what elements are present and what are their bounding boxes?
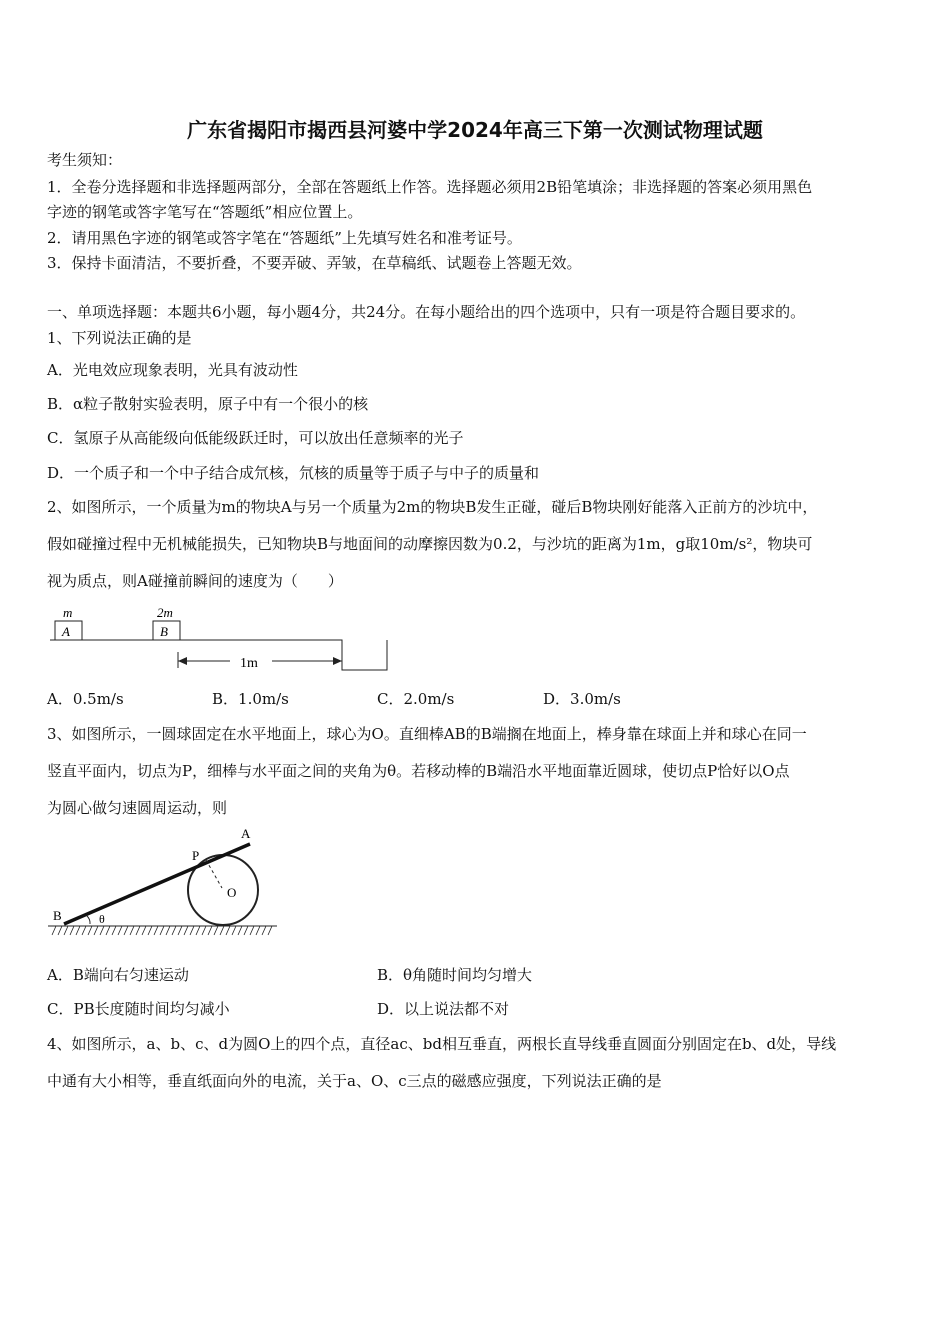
q2-label-2m: 2m bbox=[157, 605, 173, 620]
q3-option-d: D．以上说法都不对 bbox=[377, 1000, 510, 1018]
notice-heading: 考生须知： bbox=[47, 151, 123, 169]
theta-arc bbox=[87, 916, 90, 924]
arrowhead-left bbox=[178, 657, 187, 665]
rod-ab bbox=[64, 844, 250, 924]
q1-option-c: C．氢原子从高能级向低能级跃迁时，可以放出任意频率的光子 bbox=[47, 429, 464, 447]
notice-line-1: 1．全卷分选择题和非选择题两部分，全部在答题纸上作答。选择题必须用2B铅笔填涂；非选择题的答案必须用黑色 bbox=[47, 178, 813, 196]
q1-option-b: B．α粒子散射实验表明，原子中有一个很小的核 bbox=[47, 395, 369, 413]
q2-stem-line-1: 2、如图所示，一个质量为m的物块A与另一个质量为2m的物块B发生正碰，碰后B物块刚好能落入正前方的沙坑中， bbox=[47, 498, 818, 516]
q2-distance-label: 1m bbox=[240, 656, 258, 671]
q3-label-a: A bbox=[241, 826, 251, 841]
q3-label-p: P bbox=[192, 848, 200, 863]
radius-op bbox=[206, 860, 222, 888]
q3-label-theta: θ bbox=[99, 912, 105, 926]
q3-stem-line-1: 3、如图所示，一圆球固定在水平地面上，球心为O。直细棒AB的B端搁在地面上，棒身靠在球面上并和球心在同一 bbox=[47, 725, 807, 743]
q1-option-a: A．光电效应现象表明，光具有波动性 bbox=[47, 361, 298, 379]
q2-block-b-label: B bbox=[160, 624, 168, 639]
arrowhead-right bbox=[333, 657, 342, 665]
q2-option-b: B．1.0m/s bbox=[212, 690, 289, 708]
section-heading: 一、单项选择题：本题共6小题，每小题4分，共24分。在每小题给出的四个选项中，只有一项是符合题目要求的。 bbox=[47, 303, 806, 321]
q3-label-o: O bbox=[227, 885, 237, 900]
q3-option-b: B．θ角随时间均匀增大 bbox=[377, 966, 533, 984]
page-title: 广东省揭阳市揭西县河婆中学2024年高三下第一次测试物理试题 bbox=[187, 118, 763, 142]
q3-option-c: C．PB长度随时间均匀减小 bbox=[47, 1000, 230, 1018]
ground-hatching bbox=[52, 926, 272, 935]
ground-and-sand-pit bbox=[50, 640, 387, 670]
q2-stem-line-3: 视为质点，则A碰撞前瞬间的速度为（ ） bbox=[47, 572, 343, 590]
q2-figure bbox=[40, 600, 400, 680]
q2-stem-line-2: 假如碰撞过程中无机械能损失，已知物块B与地面间的动摩擦因数为0.2，与沙坑的距离为1m，g取10m/s²，物块可 bbox=[47, 535, 813, 553]
notice-line-2: 字迹的钢笔或答字笔写在“答题纸”相应位置上。 bbox=[47, 203, 363, 221]
q2-block-a-label: A bbox=[62, 624, 70, 639]
q3-label-b: B bbox=[53, 908, 62, 923]
q3-option-a: A．B端向右匀速运动 bbox=[47, 966, 189, 984]
q2-option-d: D．3.0m/s bbox=[543, 690, 621, 708]
q4-stem-line-2: 中通有大小相等，垂直纸面向外的电流，关于a、O、c三点的磁感应强度，下列说法正确的是 bbox=[47, 1072, 662, 1090]
q2-label-m: m bbox=[63, 605, 73, 620]
q3-stem-line-2: 竖直平面内，切点为P，细棒与水平面之间的夹角为θ。若移动棒的B端沿水平地面靠近圆球，使切点P恰好以O点 bbox=[47, 762, 790, 780]
q1-option-d: D．一个质子和一个中子结合成氘核，氘核的质量等于质子与中子的质量和 bbox=[47, 464, 540, 482]
q2-option-c: C．2.0m/s bbox=[377, 690, 455, 708]
q4-stem-line-1: 4、如图所示，a、b、c、d为圆O上的四个点，直径ac、bd相互垂直，两根长直导线垂直圆面分别固定在b、d处，导线 bbox=[47, 1035, 837, 1053]
notice-line-4: 3．保持卡面清洁，不要折叠，不要弄破、弄皱，在草稿纸、试题卷上答题无效。 bbox=[47, 254, 582, 272]
q3-stem-line-3: 为圆心做匀速圆周运动，则 bbox=[47, 799, 228, 817]
q3-figure bbox=[40, 820, 290, 945]
q2-option-a: A．0.5m/s bbox=[47, 690, 124, 708]
notice-line-3: 2．请用黑色字迹的钢笔或答字笔在“答题纸”上先填写姓名和准考证号。 bbox=[47, 229, 522, 247]
q1-stem: 1、下列说法正确的是 bbox=[47, 329, 192, 347]
